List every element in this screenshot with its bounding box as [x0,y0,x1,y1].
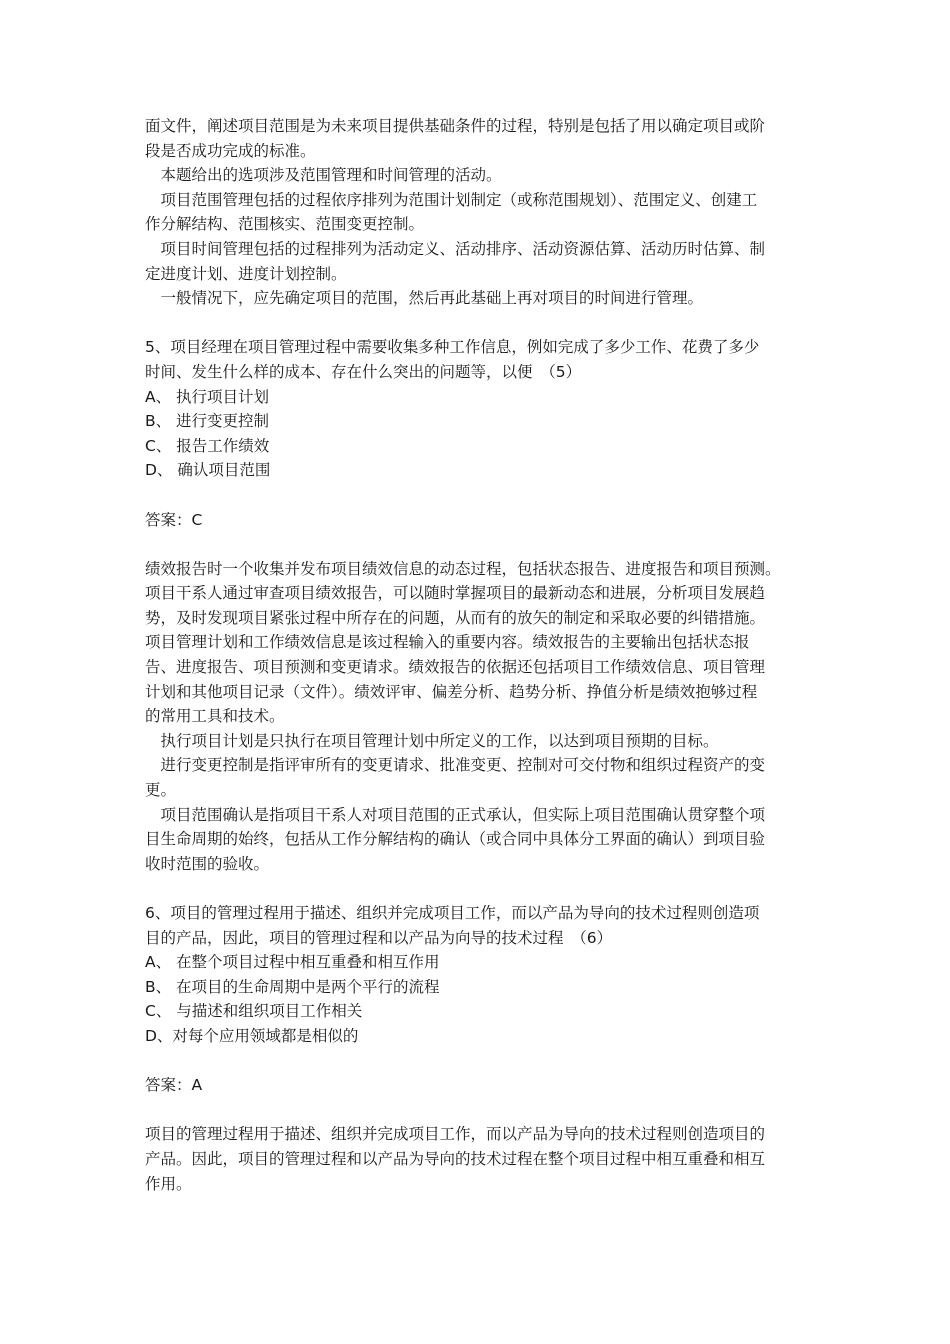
text-line: 本题给出的选项涉及范围管理和时间管理的活动。 [145,166,502,185]
option-b: B、 在项目的生命周期中是两个平行的流程 [145,977,440,996]
question-text: 时间、发生什么样的成本、存在什么突出的问题等，以便 （5） [145,362,582,381]
option-d: D、 确认项目范围 [145,461,271,480]
option-c: C、 报告工作绩效 [145,436,270,455]
question-5 [145,335,812,876]
question-6 [145,901,812,1196]
text-line: 作分解结构、范围核实、范围变更控制。 [145,215,425,234]
text-line: 告、进度报告、项目预测和变更请求。绩效报告的依据还包括项目工作绩效信息、项目管理 [145,658,766,677]
answer: 答案：C [145,510,203,529]
text-line: 项目时间管理包括的过程排列为活动定义、活动排序、活动资源估算、活动历时估算、制 [145,239,766,258]
answer: 答案：A [145,1076,203,1095]
text-line: 项目范围确认是指项目干系人对项目范围的正式承认，但实际上项目范围确认贯穿整个项 [145,805,766,824]
text-line: 一般情况下，应先确定项目的范围，然后再此基础上再对项目的时间进行管理。 [145,289,704,308]
text-line: 势，及时发现项目紧张过程中所存在的问题，从而有的放矢的制定和采取必要的纠错措施。 [145,608,766,627]
text-line: 更。 [145,781,177,800]
text-line: 收时范围的验收。 [145,854,270,873]
explanation [145,557,812,877]
text-line: 执行项目计划是只执行在项目管理计划中所定义的工作，以达到项目预期的目标。 [145,731,719,750]
text-line: 面文件，阐述项目范围是为未来项目提供基础条件的过程，特别是包括了用以确定项目或阶 [145,117,766,135]
text-line: 项目干系人通过审查项目绩效报告，可以随时掌握项目的最新动态和进展，分析项目发展趋 [145,584,766,603]
explanation [145,1122,812,1196]
question-text: 目的产品，因此，项目的管理过程和以产品为向导的技术过程 （6） [145,928,613,947]
intro-section [145,114,812,311]
text-line: 计划和其他项目记录（文件）。绩效评审、偏差分析、趋势分析、挣值分析是绩效抱够过程 [145,682,758,701]
text-line: 定进度计划、进度计划控制。 [145,264,347,283]
text-line: 作用。 [145,1174,192,1193]
text-line: 项目管理计划和工作绩效信息是该过程输入的重要内容。绩效报告的主要输出包括状态报 [145,633,750,652]
text-line: 的常用工具和技术。 [145,707,285,726]
text-line: 进行变更控制是指评审所有的变更请求、批准变更、控制对可交付物和组织过程资产的变 [145,756,766,775]
text-line: 产品。因此，项目的管理过程和以产品为导向的技术过程在整个项目过程中相互重叠和相互 [145,1149,766,1168]
text-line: 项目范围管理包括的过程依序排列为范围计划制定（或称范围规划）、范围定义、创建工 [145,190,758,209]
option-d: D、对每个应用领域都是相似的 [145,1026,359,1045]
option-c: C、 与描述和组织项目工作相关 [145,1002,363,1021]
text-line: 绩效报告时一个收集并发布项目绩效信息的动态过程，包括状态报告、进度报告和项目预测。 [145,559,781,578]
text-line: 项目的管理过程用于描述、组织并完成项目工作，而以产品为导向的技术过程则创造项目的 [145,1125,766,1144]
option-b: B、 进行变更控制 [145,412,270,431]
question-text: 5、项目经理在项目管理过程中需要收集多种工作信息，例如完成了多少工作、花费了多少 [145,338,760,357]
text-line: 目生命周期的始终，包括从工作分解结构的确认（或合同中具体分工界面的确认）到项目验 [145,830,766,849]
option-a: A、 执行项目计划 [145,387,270,406]
text-line: 段是否成功完成的标准。 [145,141,316,160]
question-text: 6、项目的管理过程用于描述、组织并完成项目工作，而以产品为导向的技术过程则创造项 [145,904,760,922]
option-a: A、 在整个项目过程中相互重叠和相互作用 [145,953,440,972]
